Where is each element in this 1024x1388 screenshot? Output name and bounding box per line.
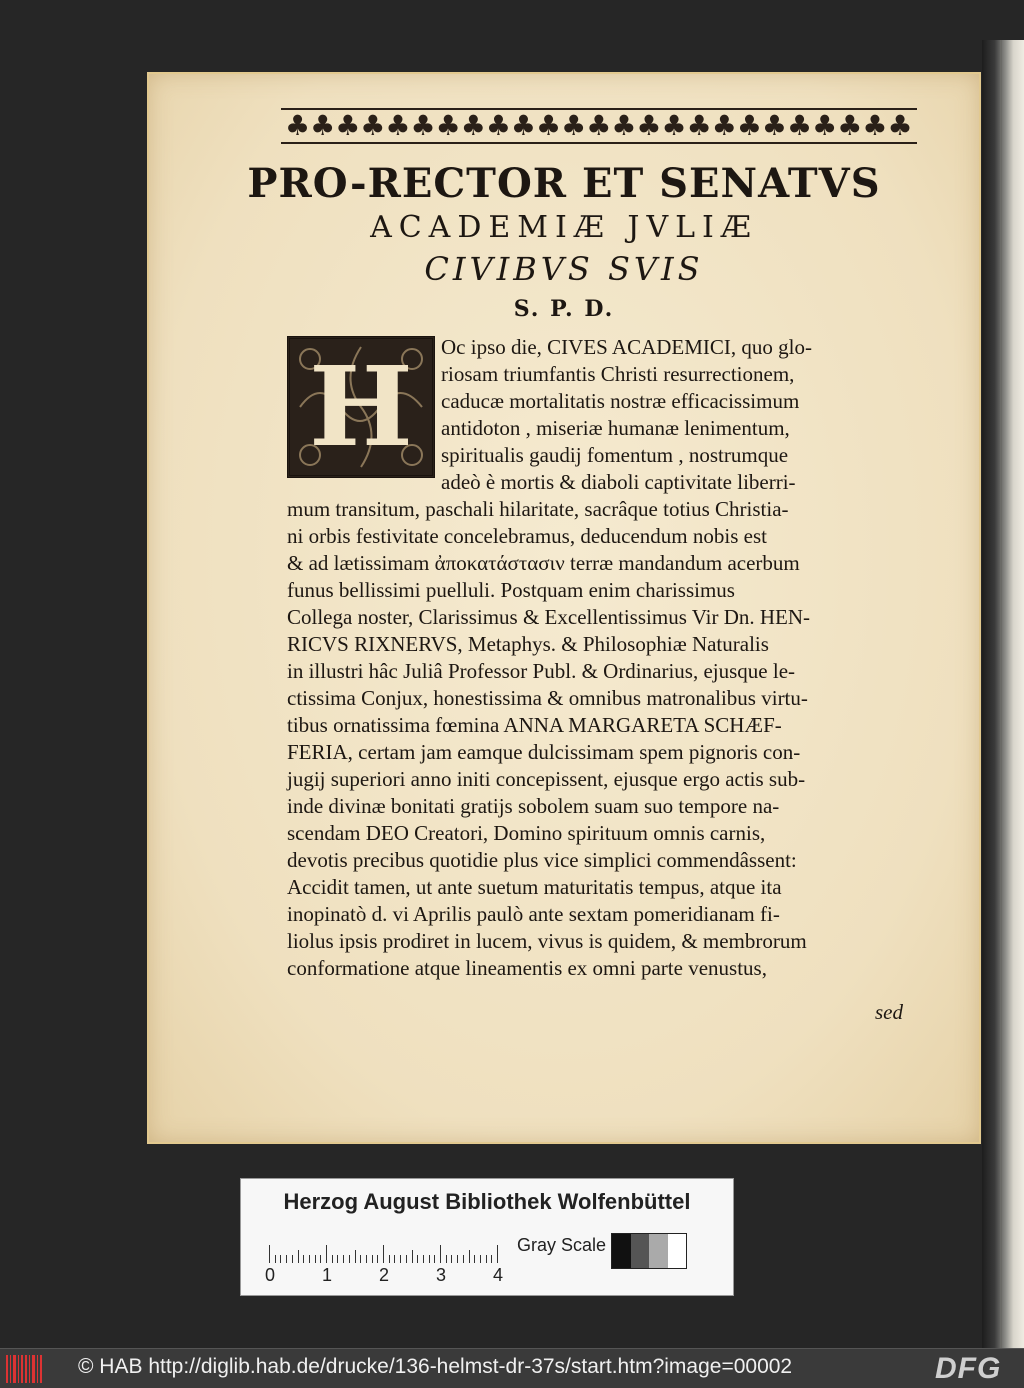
ruler-tick — [423, 1255, 424, 1263]
ruler-number-3: 3 — [436, 1265, 447, 1285]
ruler-tick — [269, 1245, 270, 1263]
gray-scale-label: Gray Scale — [517, 1235, 607, 1255]
ruler-tick — [440, 1245, 441, 1263]
text-line-10: funus bellissimi puelluli. Postquam enim charissimus — [287, 578, 735, 602]
barcode-bar — [10, 1355, 11, 1383]
ruler-tick — [320, 1255, 321, 1263]
catchword: sed — [875, 1000, 903, 1024]
barcode-icon — [6, 1355, 46, 1383]
copyright-url[interactable]: © HAB http://diglib.hab.de/drucke/136-helmst-dr-37s/start.htm?image=00002 — [78, 1355, 793, 1378]
text-line-11: Collega noster, Clarissimus & Excellentissimus Vir Dn. HEN- — [287, 605, 811, 629]
text-line-12: RICVS RIXNERVS, Metaphys. & Philosophiæ Naturalis — [287, 632, 769, 656]
text-line-9: & ad lætissimam ἀποκατάστασιν terræ mandandum acerbum — [287, 551, 800, 575]
ruler-tick — [286, 1255, 287, 1263]
barcode-bar — [21, 1355, 23, 1383]
ruler-tick — [400, 1255, 401, 1263]
ruler-tick — [337, 1255, 338, 1263]
text-line-20: devotis precibus quotidie plus vice simplici commendâssent: — [287, 848, 797, 872]
text-line-8: ni orbis festivitate concelebramus, deducendum nobis est — [287, 524, 767, 548]
ruler-tick — [360, 1255, 361, 1263]
title-line-2: ACADEMIÆ JVLIÆ — [370, 210, 758, 245]
text-line-18: inde divinæ bonitati gratijs sobolem suam suo tempore na- — [287, 794, 780, 818]
text-line-6: adeò è mortis & diaboli captivitate liberri- — [441, 470, 796, 494]
ruler-tick — [298, 1250, 299, 1263]
ruler-tick — [349, 1255, 350, 1263]
initial-letter: H — [309, 342, 413, 471]
library-name: Herzog August Bibliothek Wolfenbüttel — [283, 1189, 691, 1214]
text-line-13: in illustri hâc Juliâ Professor Publ. & Ordinarius, ejusque le- — [287, 659, 796, 683]
barcode-bar — [37, 1355, 38, 1383]
ruler-tick — [457, 1255, 458, 1263]
barcode-bar — [29, 1355, 30, 1383]
ruler-tick — [406, 1255, 407, 1263]
barcode-bar — [25, 1355, 27, 1383]
ruler-tick — [486, 1255, 487, 1263]
title-line-1: PRO-RECTOR ET SENATVS — [247, 160, 881, 207]
text-line-5: spiritualis gaudij fomentum , nostrumque — [441, 443, 789, 467]
ornament-band: ♣♣♣♣♣♣♣♣♣♣♣♣♣♣♣♣♣♣♣♣♣♣♣♣♣ — [281, 108, 917, 144]
ruler-tick — [355, 1250, 356, 1263]
ruler-tick — [383, 1245, 384, 1263]
ruler-tick — [497, 1245, 498, 1263]
ruler-tick — [326, 1245, 327, 1263]
ruler-tick — [412, 1250, 413, 1263]
gray-scale-swatches — [611, 1233, 687, 1269]
ruler-tick — [446, 1255, 447, 1263]
ruler-tick — [389, 1255, 390, 1263]
text-line-3: caducæ mortalitatis nostræ efficacissimum — [441, 389, 800, 413]
dfg-logo: DFG — [935, 1352, 1002, 1385]
ruler-tick — [417, 1255, 418, 1263]
ruler-tick — [429, 1255, 430, 1263]
swatch-dark-gray — [631, 1234, 650, 1268]
book-edge — [982, 40, 1024, 1348]
swatch-white — [668, 1234, 687, 1268]
ruler-tick — [480, 1255, 481, 1263]
barcode-bar — [18, 1355, 19, 1383]
ruler-tick — [434, 1255, 435, 1263]
ruler-tick — [303, 1255, 304, 1263]
text-line-7: mum transitum, paschali hilaritate, sacrâque totius Christia- — [287, 497, 789, 521]
ruler-number-1: 1 — [322, 1265, 333, 1285]
ruler-tick — [394, 1255, 395, 1263]
decorated-initial — [287, 336, 435, 478]
ruler-tick — [451, 1255, 452, 1263]
ruler-tick — [463, 1255, 464, 1263]
ruler-tick — [309, 1255, 310, 1263]
swatch-black — [612, 1234, 631, 1268]
text-line-2: riosam triumfantis Christi resurrectionem, — [441, 362, 795, 386]
text-line-15: tibus ornatissima fœmina ANNA MARGARETA SCHÆF- — [287, 713, 782, 737]
ruler-number-0: 0 — [265, 1265, 276, 1285]
swatch-light-gray — [649, 1234, 668, 1268]
ruler-tick — [315, 1255, 316, 1263]
text-line-16: FERIA, certam jam eamque dulcissimam spem pignoris con- — [287, 740, 801, 764]
text-line-24: conformatione atque lineamentis ex omni parte venustus, — [287, 956, 767, 980]
ruler-tick — [280, 1255, 281, 1263]
ruler-tick — [275, 1255, 276, 1263]
title-line-3: CIVIBVS SVIS — [424, 250, 704, 288]
color-calibration-bar — [240, 1178, 734, 1296]
barcode-bar — [40, 1355, 42, 1383]
text-line-23: liolus ipsis prodiret in lucem, vivus is quidem, & membrorum — [287, 929, 807, 953]
ruler-number-2: 2 — [379, 1265, 390, 1285]
barcode-bar — [6, 1355, 8, 1383]
title-line-4: S. P. D. — [513, 296, 615, 322]
barcode-bar — [13, 1355, 16, 1383]
ruler-tick — [292, 1255, 293, 1263]
text-line-1: Oc ipso die, CIVES ACADEMICI, quo glo- — [441, 335, 812, 359]
text-line-14: ctissima Conjux, honestissima & omnibus matronalibus virtu- — [287, 686, 808, 710]
document-page — [147, 72, 981, 1144]
text-line-4: antidoton , miseriæ humanæ lenimentum, — [441, 416, 790, 440]
ruler-tick — [372, 1255, 373, 1263]
text-line-21: Accidit tamen, ut ante suetum maturitatis tempus, atque ita — [287, 875, 782, 899]
text-line-17: jugij superiori anno initi concepissent, ejusque ergo actis sub- — [287, 767, 806, 791]
ruler-tick — [474, 1255, 475, 1263]
text-line-22: inopinatò d. vi Aprilis paulò ante sextam pomeridianam fi- — [287, 902, 780, 926]
ruler-tick — [491, 1255, 492, 1263]
ruler-tick — [366, 1255, 367, 1263]
ruler-number-4: 4 — [493, 1265, 504, 1285]
ruler-tick — [469, 1250, 470, 1263]
ruler-tick — [343, 1255, 344, 1263]
ruler-tick — [377, 1255, 378, 1263]
barcode-bar — [32, 1355, 35, 1383]
footer-bar — [0, 1348, 1024, 1388]
ruler-tick — [332, 1255, 333, 1263]
scale-ruler — [269, 1245, 499, 1263]
text-line-19: scendam DEO Creatori, Domino spirituum omnis carnis, — [287, 821, 766, 845]
